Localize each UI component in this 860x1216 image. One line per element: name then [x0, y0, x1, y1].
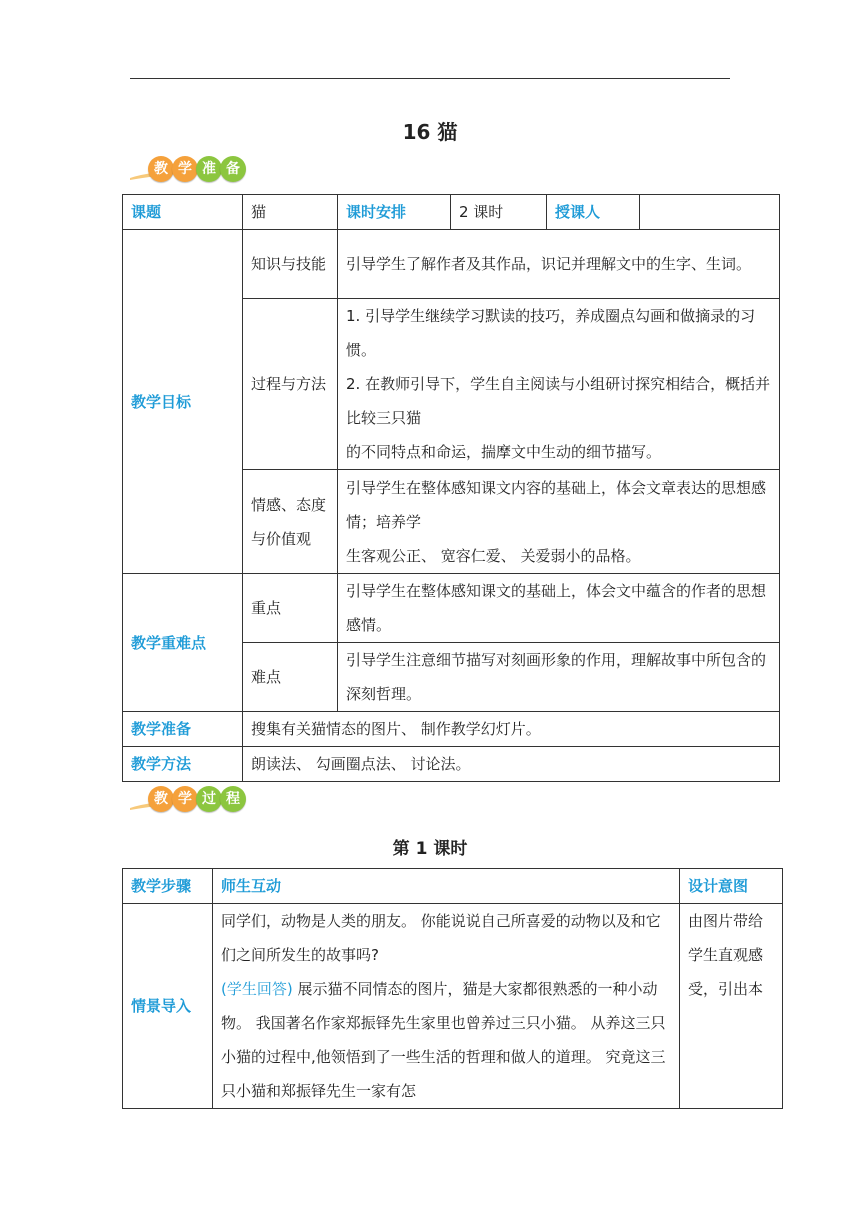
step-label: 情景导入 [123, 904, 213, 1109]
prep-table [122, 194, 780, 782]
schedule-label: 课时安排 [338, 195, 451, 230]
header-step: 教学步骤 [123, 869, 213, 904]
goal-text [338, 299, 780, 470]
goal-name: 知识与技能 [243, 230, 338, 299]
header-interaction: 师生互动 [213, 869, 680, 904]
process-table [122, 868, 783, 1109]
interaction-line: 同学们，动物是人类的朋友。 你能说说自己所喜爱的动物以及和它们之间所发生的故事吗? [221, 912, 661, 964]
student-answer-note: (学生回答) [221, 980, 293, 998]
badge-char: 备 [220, 156, 246, 182]
interaction-line: 展示猫不同情态的图片，猫是大家都很熟悉的一种小动物。 我国著名作家郑振铎先生家里也曾养过三只小猫。 从养这三只小猫的过程中,他领悟到了一些生活的哲理和做人的道理。 究竟这三只小猫和郑振铎先生一家有怎 [221, 980, 666, 1100]
teacher-label: 授课人 [547, 195, 640, 230]
badge-char: 过 [196, 786, 222, 812]
goal-line: 2. 在教师引导下，学生自主阅读与小组研讨探究相结合，概括并比较三只猫 [346, 375, 771, 427]
methods-text: 朗读法、 勾画圈点法、 讨论法。 [243, 747, 780, 782]
badge-char: 学 [172, 786, 198, 812]
header-intent: 设计意图 [680, 869, 783, 904]
goals-label: 教学目标 [123, 230, 243, 574]
badge-char: 教 [148, 786, 174, 812]
goal-line: 的不同特点和命运，揣摩文中生动的细节描写。 [346, 443, 662, 461]
key-name: 重点 [243, 574, 338, 643]
header-rule [130, 78, 730, 79]
goal-text [338, 470, 780, 574]
difficulty-name: 难点 [243, 643, 338, 712]
intent-text: 由图片带给学生直观感受，引出本 [680, 904, 783, 1109]
difficulty-text: 引导学生注意细节描写对刻画形象的作用，理解故事中所包含的深刻哲理。 [338, 643, 780, 712]
badge-char: 教 [148, 156, 174, 182]
keypoints-label: 教学重难点 [123, 574, 243, 712]
badge-char: 准 [196, 156, 222, 182]
teacher-value [640, 195, 780, 230]
topic-label: 课题 [123, 195, 243, 230]
key-text: 引导学生在整体感知课文的基础上，体会文中蕴含的作者的思想感情。 [338, 574, 780, 643]
badge-char: 学 [172, 156, 198, 182]
goal-line: 生客观公正、 宽容仁爱、 关爱弱小的品格。 [346, 546, 641, 565]
goal-line: 引导学生在整体感知课文内容的基础上，体会文章表达的思想感情；培养学 [346, 478, 767, 531]
materials-label: 教学准备 [123, 712, 243, 747]
page-title: 16 猫 [402, 120, 458, 144]
topic-value: 猫 [243, 195, 338, 230]
materials-text: 搜集有关猫情态的图片、 制作教学幻灯片。 [243, 712, 780, 747]
badge-char: 程 [220, 786, 246, 812]
methods-label: 教学方法 [123, 747, 243, 782]
goal-text: 引导学生了解作者及其作品，识记并理解文中的生字、生词。 [338, 230, 780, 299]
goal-line: 1. 引导学生继续学习默读的技巧，养成圈点勾画和做摘录的习惯。 [346, 307, 756, 359]
schedule-value: 2 课时 [451, 195, 547, 230]
goal-name: 情感、态度与价值观 [243, 470, 338, 574]
interaction-text [213, 904, 680, 1109]
goal-name: 过程与方法 [243, 299, 338, 470]
lesson-title: 第 1 课时 [392, 839, 468, 859]
